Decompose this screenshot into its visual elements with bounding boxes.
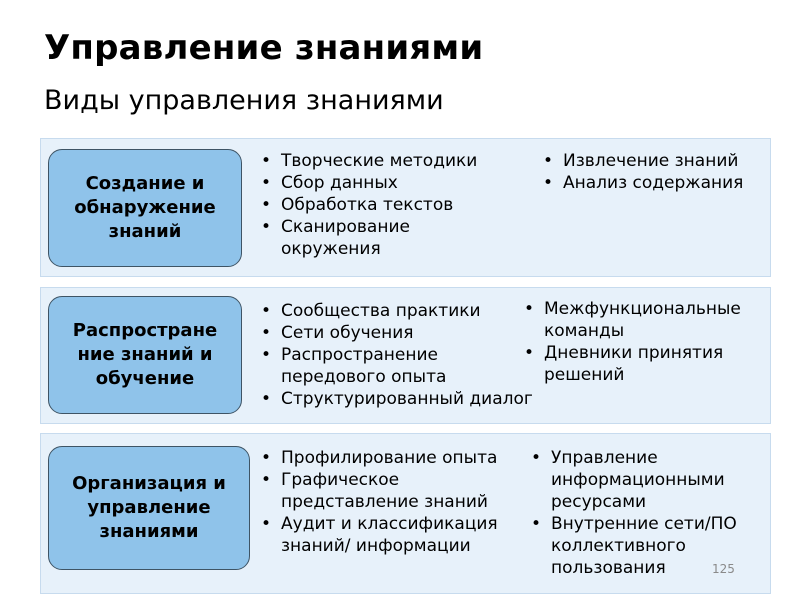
bullet-list-right [518,298,768,386]
list-item: • Управление информационными ресурсами [525,447,741,513]
list-item: • Аудит и классификация знаний/ информации [255,513,527,557]
bullet-list-right [537,150,769,194]
category-box: Организация и управление знаниями [48,446,250,570]
list-item: • Внутренние сети/ПО коллективного пользования [525,513,773,579]
row-knowledge-organization [40,433,771,594]
list-item: • Графическое представление знаний [255,469,517,513]
slide-title: Управление знаниями [44,28,484,68]
list-item: • Извлечение знаний [537,150,769,172]
list-item: • Межфункциональные команды [518,298,768,342]
list-item: • Анализ содержания [537,172,769,194]
list-item: • Структурированный диалог [255,388,577,410]
list-item: • Сбор данных [255,172,515,194]
row-knowledge-creation [40,138,771,277]
list-item: • Распространение передового опыта [255,344,491,388]
list-item: • Обработка текстов [255,194,515,216]
row-knowledge-sharing [40,287,771,424]
category-box: Распростране ние знаний и обучение [48,296,242,414]
bullet-list-left [255,150,515,260]
list-item: • Сети обучения [255,322,577,344]
slide-subtitle: Виды управления знаниями [44,85,444,116]
category-box: Создание и обнаружение знаний [48,149,242,267]
list-item: • Творческие методики [255,150,515,172]
bullet-list-left [255,447,527,557]
page-number: 125 [712,562,735,576]
list-item: • Дневники принятия решений [518,342,744,386]
list-item: • Профилирование опыта [255,447,527,469]
list-item: • Сообщества практики [255,300,577,322]
list-item: • Сканирование окружения [255,216,515,260]
bullet-list-right [525,447,765,579]
